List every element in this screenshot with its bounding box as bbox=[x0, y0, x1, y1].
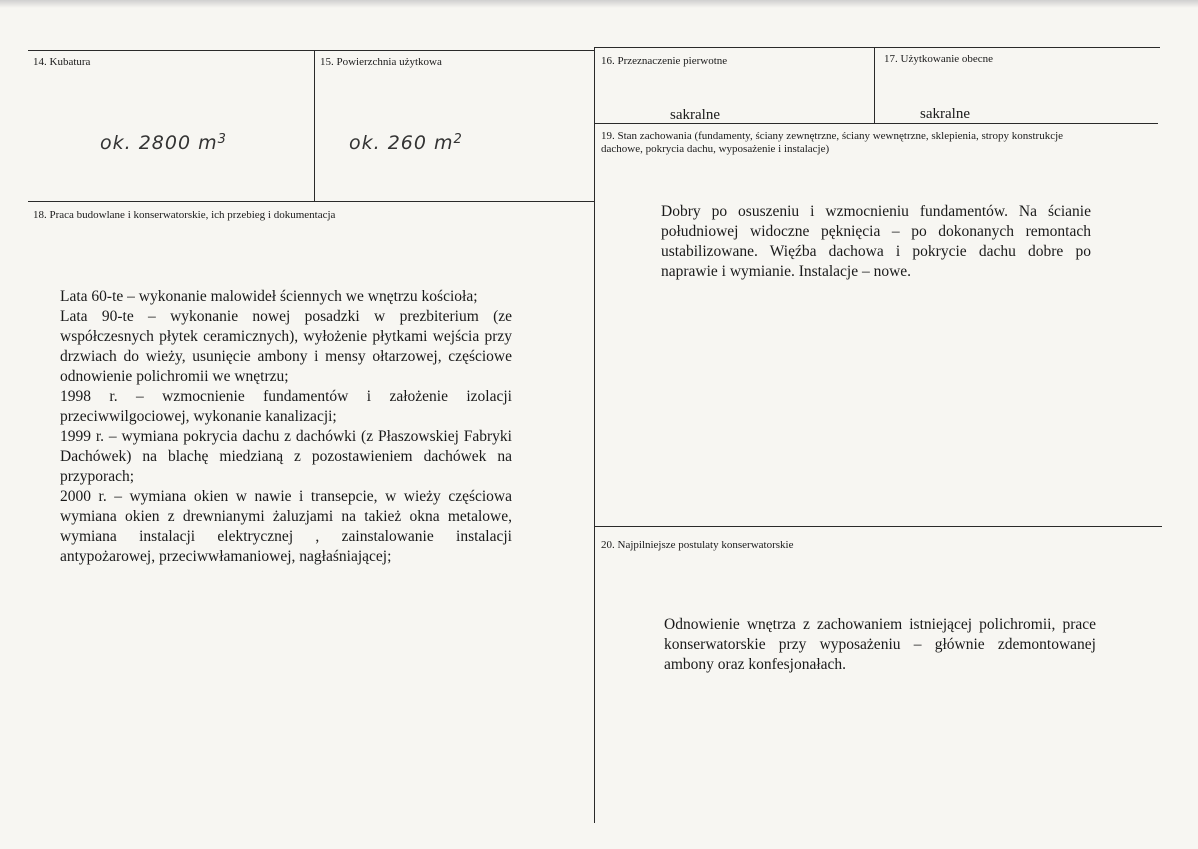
field-17-value: sakralne bbox=[920, 106, 970, 122]
rule-center-vertical bbox=[594, 48, 595, 823]
field-18-entry: Lata 90-te – wykonanie nowej posadzki w prezbiterium (ze współczesnych płytek ceramicznych), wyłożenie płytkami wejścia przy drzwiach do wieży, usunięcie ambony i mensy ołtarzowej, częściowe odnowienie polichromii we wnętrzu; bbox=[60, 308, 512, 385]
rule-right-lower bbox=[594, 526, 1162, 527]
field-15-label: 15. Powierzchnia użytkowa bbox=[320, 56, 442, 68]
field-14-label: 14. Kubatura bbox=[33, 56, 91, 68]
field-16-label: 16. Przeznaczenie pierwotne bbox=[601, 55, 728, 67]
field-20-text: Odnowienie wnętrza z zachowaniem istniejącej polichromii, prace konserwatorskie przy wyposażeniu – głównie zdemontowanej ambony oraz konfesjonałach. bbox=[664, 616, 1096, 673]
field-19-text: Dobry po osuszeniu i wzmocnieniu fundamentów. Na ścianie południowej widoczne pęknięcia – po dokonanych remontach ustabilizowane. Więźba dachowa i pokrycie dachu dobre po naprawie i wymianie. Instalacje – nowe. bbox=[661, 203, 1091, 280]
field-14-value bbox=[100, 132, 227, 154]
field-18-entry: 1998 r. – wzmocnienie fundamentów i założenie izolacji przeciwwilgociowej, wykonanie kanalizacji; bbox=[60, 388, 512, 425]
field-20-label: 20. Najpilniejsze postulaty konserwatorskie bbox=[601, 539, 794, 551]
field-17-label: 17. Użytkowanie obecne bbox=[884, 53, 994, 65]
rule-f16-f17-divider bbox=[874, 47, 875, 124]
rule-top-left bbox=[28, 50, 594, 51]
field-18-entry: 1999 r. – wymiana pokrycia dachu z dachówki (z Płaszowskiej Fabryki Dachówek) na blachę miedzianą z pozostawieniem dachówek na przyporach; bbox=[60, 428, 512, 485]
rule-top-right bbox=[594, 47, 1160, 48]
field-19-label: 19. Stan zachowania (fundamenty, ściany zewnętrzne, ściany wewnętrzne, sklepienia, stropy konstrukcje dachowe, pokrycia dachu, wyposażenie i instalacje) bbox=[601, 130, 1064, 155]
scan-top-edge bbox=[0, 0, 1198, 8]
field-14-value-sup: 3 bbox=[217, 132, 227, 147]
field-15-value bbox=[349, 132, 463, 154]
field-18-label: 18. Praca budowlane i konserwatorskie, ich przebieg i dokumentacja bbox=[33, 209, 336, 221]
field-18-entry: 2000 r. – wymiana okien w nawie i transepcie, w wieży częściowa wymiana okien z drewnianymi żaluzjami na takież okna metalowe, wymiana instalacji elektrycznej , zainstalowanie instalacji antypożarowej, przeciwwłamaniowej, nagłaśniającej; bbox=[60, 488, 512, 565]
field-15-value-text: ok. 260 m bbox=[349, 132, 454, 154]
rule-f14-f15-divider bbox=[314, 50, 315, 202]
field-18-list bbox=[60, 287, 512, 567]
rule-left-mid bbox=[28, 201, 594, 202]
field-15-value-sup: 2 bbox=[453, 132, 463, 147]
field-16-value: sakralne bbox=[670, 107, 720, 123]
field-14-value-text: ok. 2800 m bbox=[100, 132, 218, 154]
field-18-entry: Lata 60-te – wykonanie malowideł ściennych we wnętrzu kościoła; bbox=[60, 288, 478, 305]
